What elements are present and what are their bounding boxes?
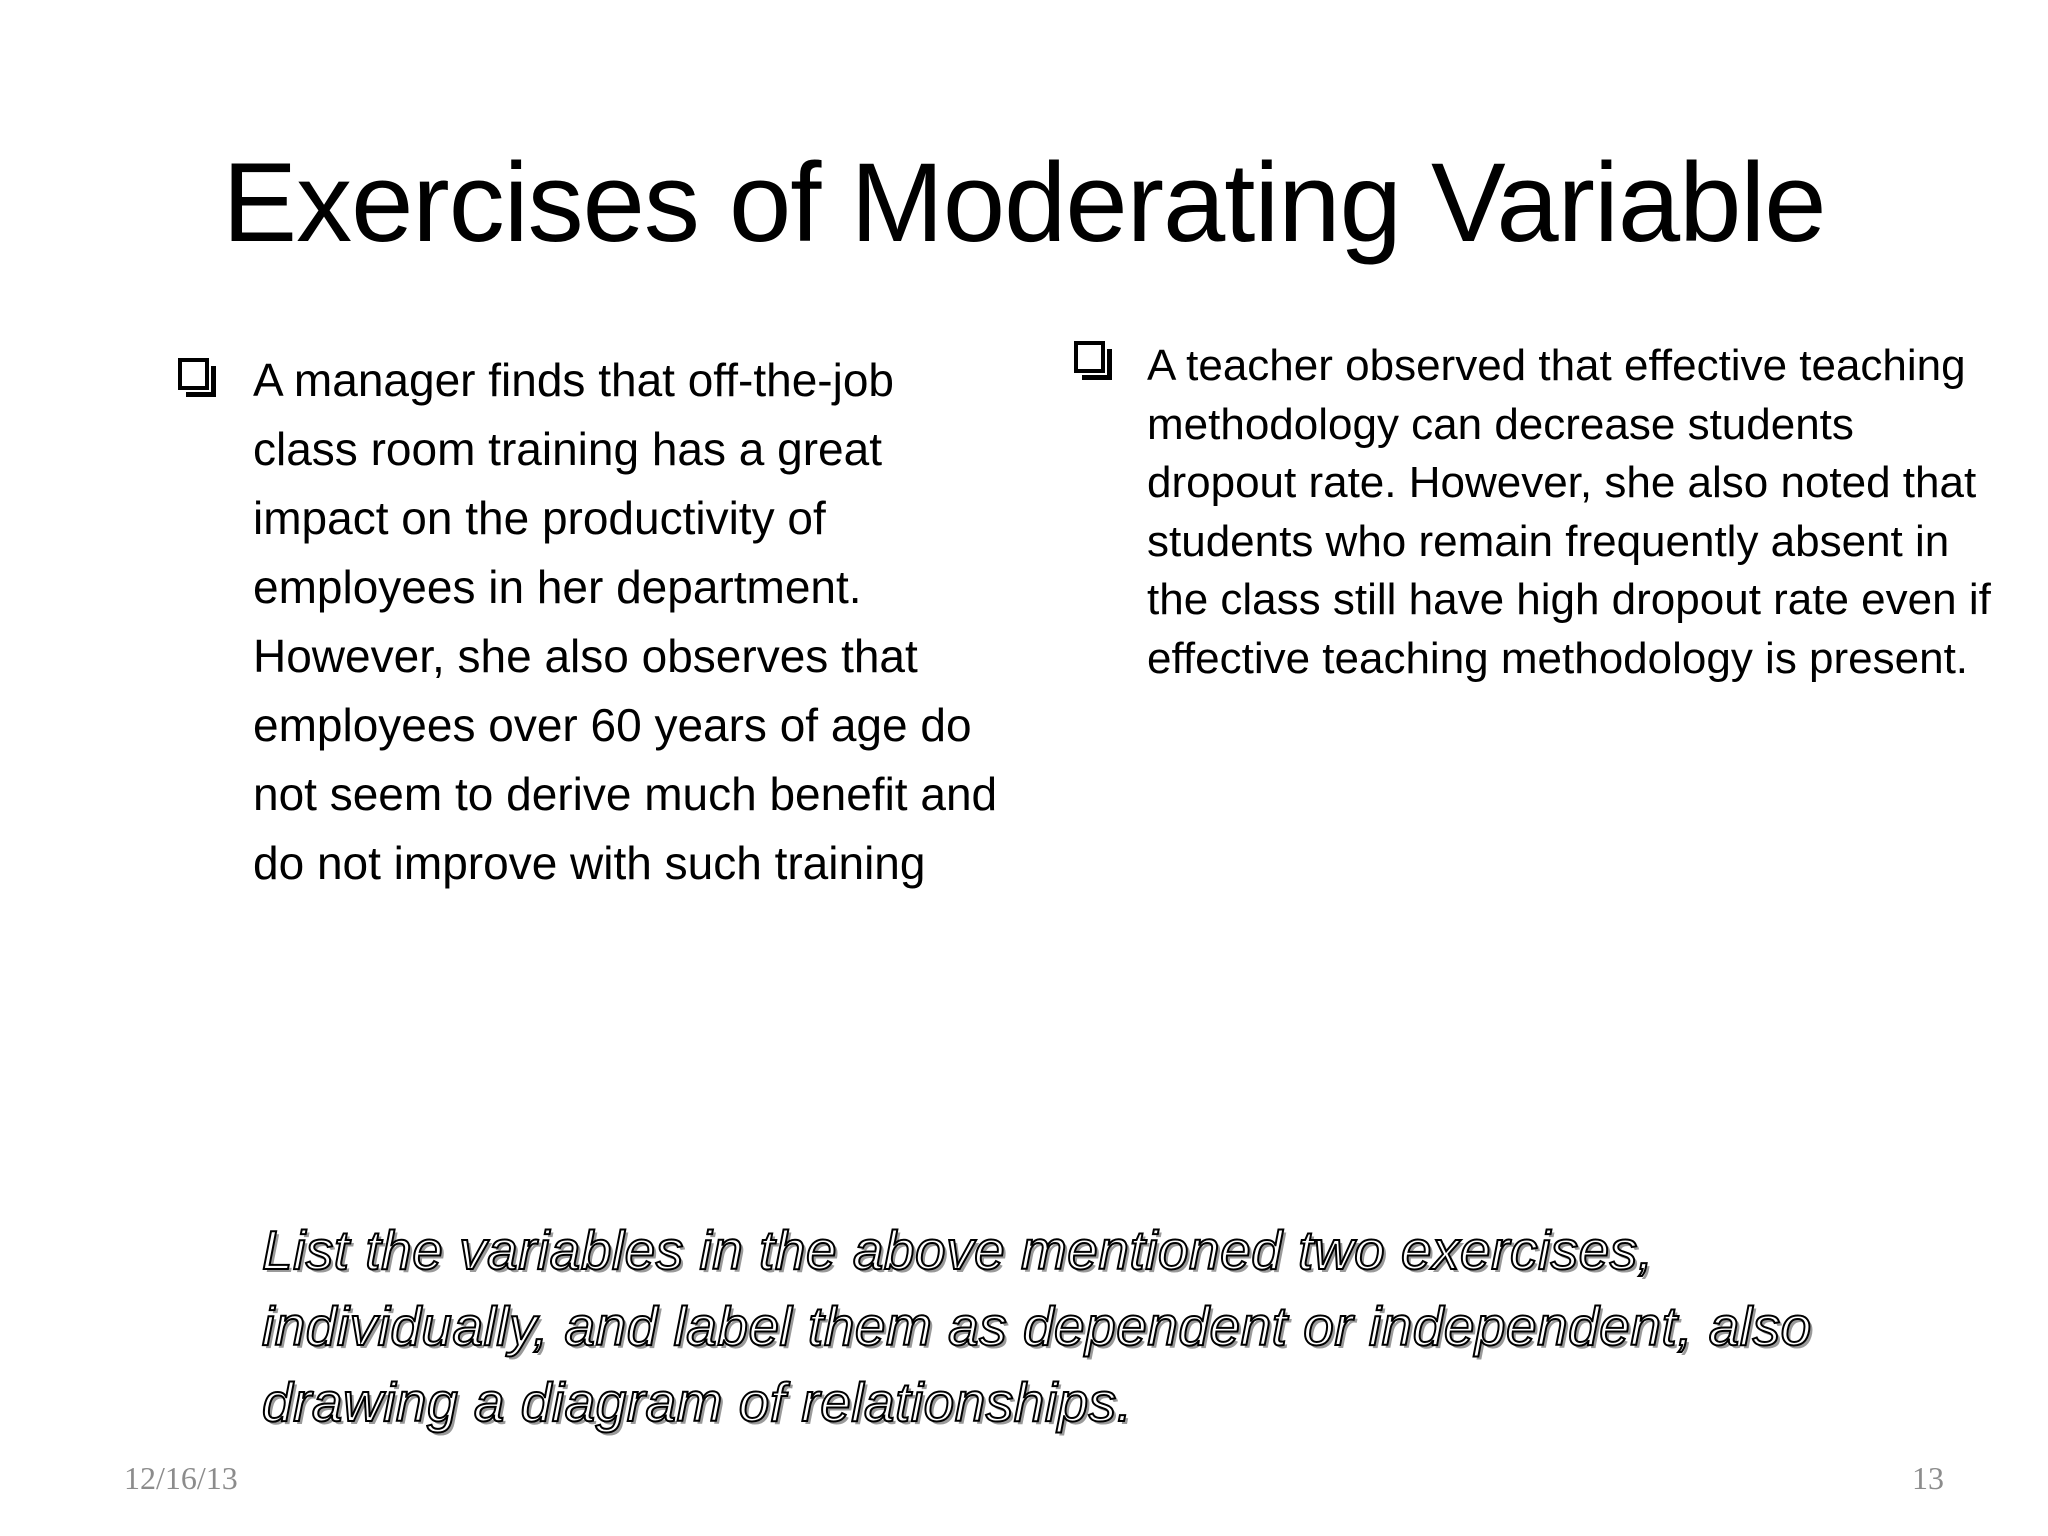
slide-title: Exercises of Moderating Variable	[222, 140, 1826, 265]
hollow-square-bullet-icon	[1074, 341, 1105, 373]
right-column	[1074, 337, 2014, 688]
instruction-text: List the variables in the above mentioned two exercises, individually, and label them as dependent or independent, also drawing a diagram of relationships.	[262, 1219, 1812, 1433]
bullet-text-teacher: A teacher observed that effective teaching methodology can decrease students dropout rate. However, she also noted that students who remain frequently absent in the class still have high dropout rate even if effective teaching methodology is present.	[1147, 341, 1991, 683]
bullet-item-manager	[178, 346, 998, 898]
left-column	[178, 346, 998, 898]
bullet-text-manager: A manager finds that off-the-job class room training has a great impact on the productivity of employees in her department. However, she also observes that employees over 60 years of age do not seem to derive much benefit and do not improve with such training	[253, 354, 998, 889]
footer-page-number: 13	[1912, 1460, 1944, 1496]
footer-date: 12/16/13	[124, 1460, 238, 1496]
hollow-square-bullet-icon	[178, 358, 209, 390]
bullet-item-teacher	[1074, 337, 2014, 688]
